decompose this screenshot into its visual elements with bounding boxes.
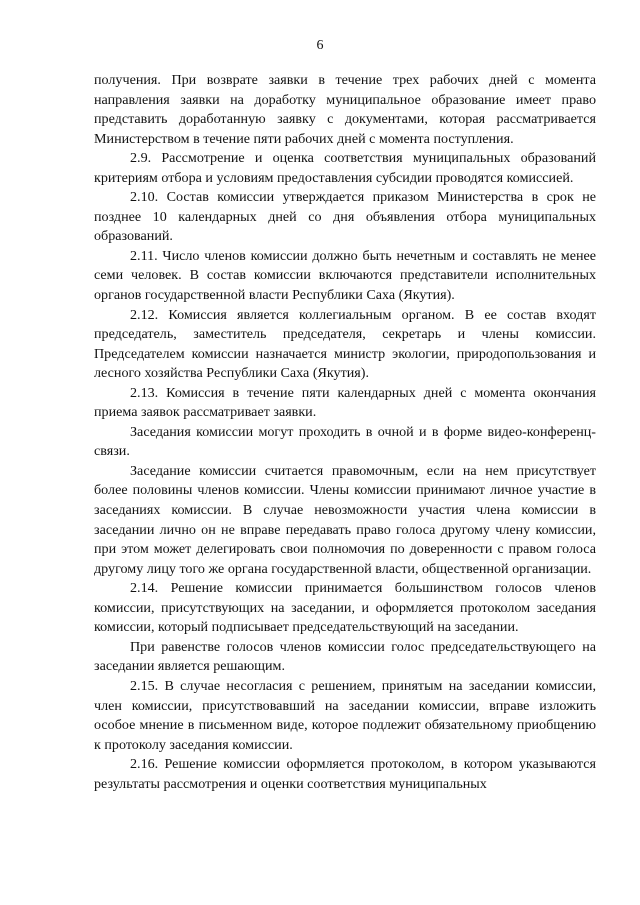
paragraph: Заседание комиссии считается правомочным, если на нем присутствует более половины членов комиссии. Члены комиссии принимают личное участие в заседаниях комиссии. В случае невозможности участия члена комиссии в заседании лично он не вправе передавать право голоса другому члену комиссии, при этом может делегировать свои полномочия по доверенности с правом голоса другому лицу того же органа государственной власти, общественной организации. <box>94 462 596 577</box>
paragraph: 2.9. Рассмотрение и оценка соответствия муниципальных образований критериям отбора и условиям предоставления субсидии проводятся комиссией. <box>94 150 596 186</box>
page-number: 6 <box>316 38 324 53</box>
paragraph: получения. При возврате заявки в течение трех рабочих дней с момента направления заявки на доработку муниципальное образование имеет право представить доработанную заявку с документами, которая рассматривается Министерством в течение пяти рабочих дней с момента поступления. <box>94 72 596 147</box>
paragraph: 2.15. В случае несогласия с решением, принятым на заседании комиссии, член комиссии, присутствовавший на заседании комиссии, вправе изложить особое мнение в письменном виде, которое подлежит обязательному приобщению к протоколу заседания комиссии. <box>94 677 596 753</box>
paragraph: 2.16. Решение комиссии оформляется протоколом, в котором указываются результаты рассмотрения и оценки соответствия муниципальных <box>94 756 596 792</box>
paragraph: 2.13. Комиссия в течение пяти календарных дней с момента окончания приема заявок рассматривает заявки. <box>94 384 596 421</box>
paragraph: Заседания комиссии могут проходить в очной и в форме видео-конференц-связи. <box>94 423 596 460</box>
paragraph: При равенстве голосов членов комиссии голос председательствующего на заседании является решающим. <box>94 638 596 675</box>
paragraph: 2.11. Число членов комиссии должно быть нечетным и составлять не менее семи человек. В состав комиссии включаются представители исполнительных органов государственной власти Республики Саха (Якутия). <box>94 247 596 304</box>
document-body <box>94 71 596 794</box>
paragraph: 2.14. Решение комиссии принимается большинством голосов членов комиссии, присутствующих на заседании, и оформляется протоколом заседания комиссии, который подписывает председательствующий на заседании. <box>94 580 596 636</box>
paragraph: 2.12. Комиссия является коллегиальным органом. В ее состав входят председатель, заместитель председателя, секретарь и члены комиссии. Председателем комиссии назначается министр экологии, природопользования и лесного хозяйства Республики Саха (Якутия). <box>94 306 596 382</box>
paragraph: 2.10. Состав комиссии утверждается приказом Министерства в срок не позднее 10 календарных дней со дня объявления отбора муниципальных образований. <box>94 189 596 245</box>
